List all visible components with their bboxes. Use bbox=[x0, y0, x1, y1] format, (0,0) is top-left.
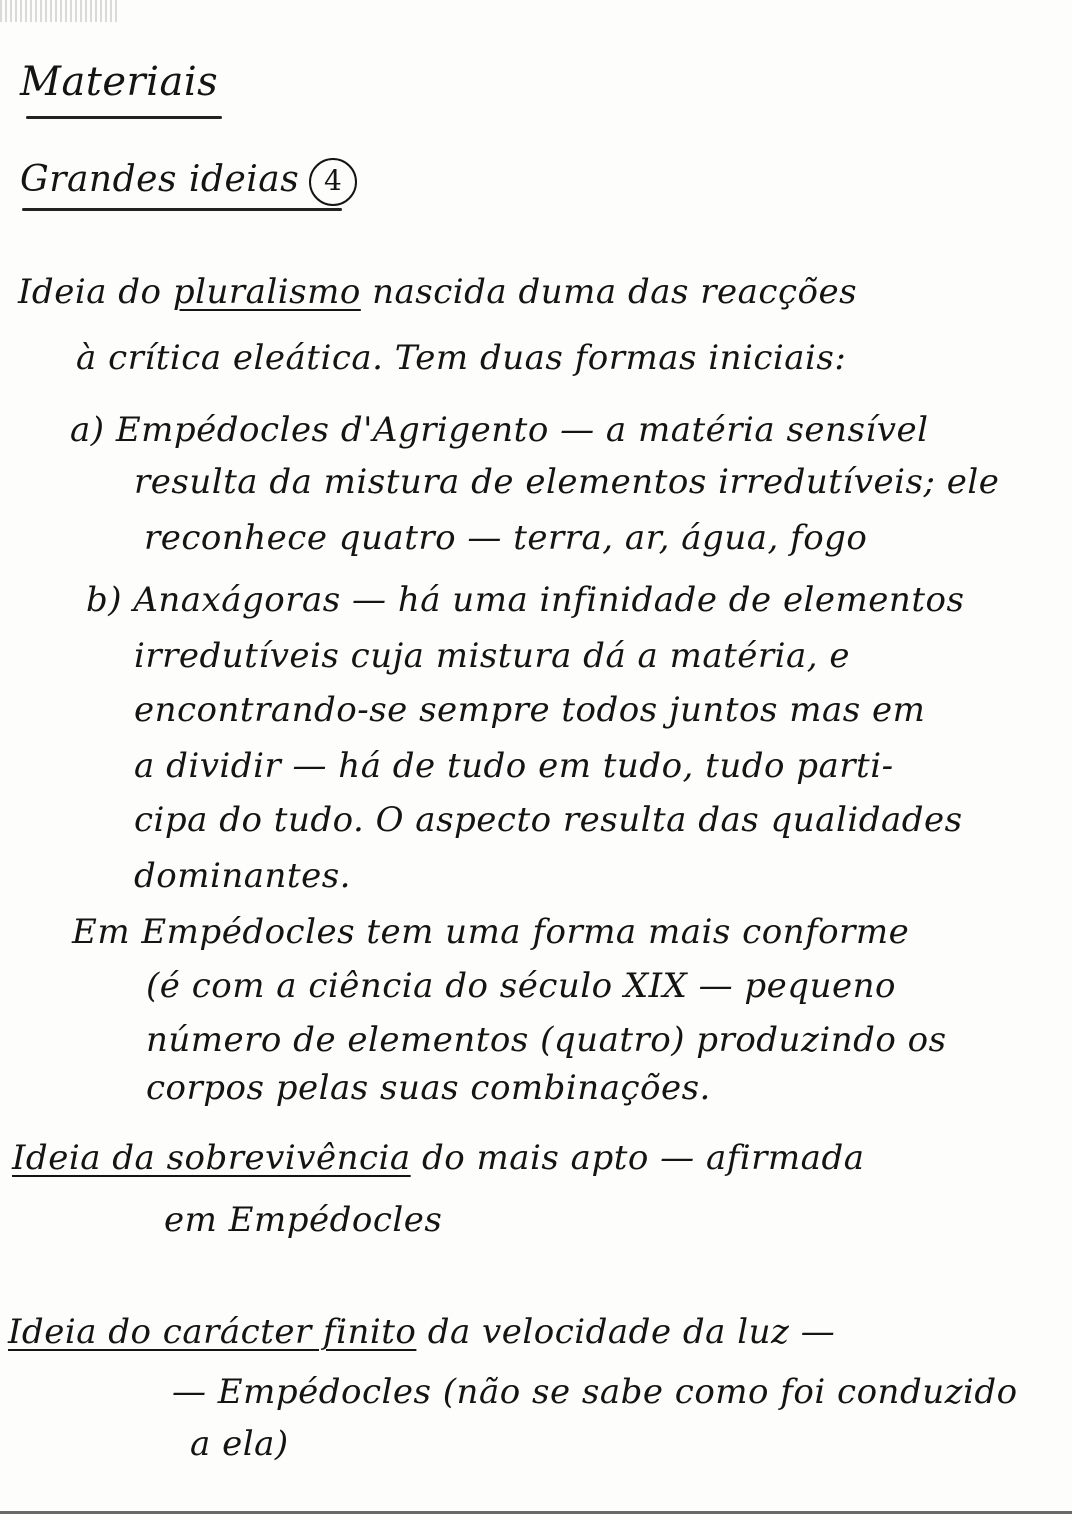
comparison-line-3: número de elementos (quatro) produzindo os bbox=[146, 1020, 947, 1060]
comparison-line-2: (é com a ciência do século XIX — pequeno bbox=[146, 966, 896, 1006]
item-a-line-1: a) Empédocles d'Agrigento — a matéria sensível bbox=[70, 410, 929, 450]
pluralismo-intro: Ideia do bbox=[18, 272, 162, 312]
sobrevivencia-line-2: em Empédocles bbox=[164, 1200, 443, 1240]
item-b-line-5: cipa do tudo. O aspecto resulta das qualidades bbox=[134, 800, 963, 840]
pluralismo-rest: nascida duma das reacções bbox=[372, 272, 858, 312]
finito-rest: da velocidade da luz — bbox=[427, 1312, 836, 1352]
page-title: Materiais bbox=[20, 59, 219, 105]
sobrevivencia-rest: do mais apto — afirmada bbox=[421, 1138, 865, 1178]
pluralismo-keyword: pluralismo bbox=[172, 272, 361, 312]
item-b-line-2: irredutíveis cuja mistura dá a matéria, e bbox=[134, 636, 851, 676]
item-a-line-2: resulta da mistura de elementos irredutíveis; ele bbox=[134, 462, 1000, 502]
section-heading bbox=[20, 158, 357, 206]
scan-edge bbox=[0, 1511, 1072, 1514]
heading-underline bbox=[22, 208, 342, 211]
title-underline bbox=[26, 116, 222, 119]
sobrevivencia-keyword: Ideia da sobrevivência bbox=[12, 1138, 411, 1178]
scan-artifact bbox=[0, 0, 120, 22]
item-b-line-3: encontrando-se sempre todos juntos mas em bbox=[134, 690, 926, 730]
sobrevivencia-line-1 bbox=[12, 1138, 864, 1178]
item-b-line-1: b) Anaxágoras — há uma infinidade de elementos bbox=[86, 580, 965, 620]
item-b-line-6: dominantes. bbox=[134, 856, 351, 896]
item-a-line-3: reconhece quatro — terra, ar, água, fogo bbox=[144, 518, 868, 558]
finito-line-1 bbox=[8, 1312, 835, 1352]
section-heading-text: Grandes ideias bbox=[20, 159, 300, 200]
item-b-line-4: a dividir — há de tudo em tudo, tudo parti- bbox=[134, 746, 894, 786]
finito-line-2: — Empédocles (não se sabe como foi conduzido bbox=[172, 1372, 1018, 1412]
finito-keyword: Ideia do carácter finito bbox=[8, 1312, 417, 1352]
pluralismo-line-2: à crítica eleática. Tem duas formas iniciais: bbox=[76, 338, 847, 378]
comparison-line-4: corpos pelas suas combinações. bbox=[146, 1068, 711, 1108]
pluralismo-line-1 bbox=[18, 272, 857, 312]
comparison-line-1: Em Empédocles tem uma forma mais conforme bbox=[72, 912, 910, 952]
finito-line-3: a ela) bbox=[190, 1424, 289, 1464]
section-number: 4 bbox=[309, 158, 357, 206]
